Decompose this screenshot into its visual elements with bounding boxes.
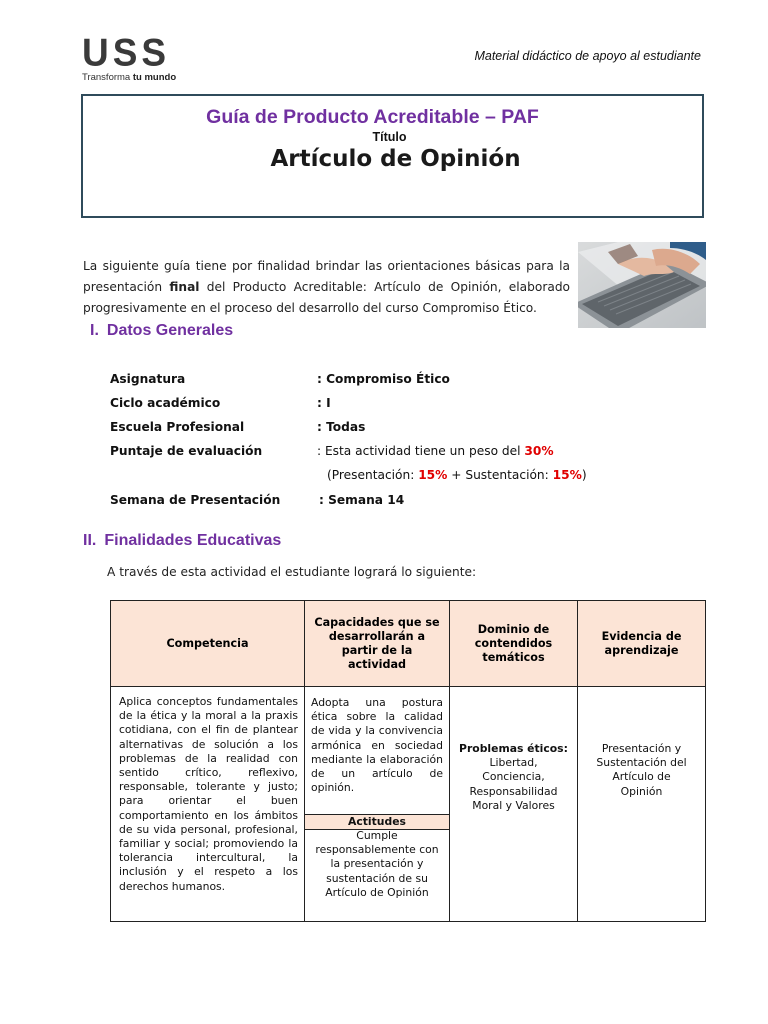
- dominio-items: Libertad, Conciencia, Responsabilidad Moral y Valores: [469, 756, 558, 812]
- intro-paragraph: La siguiente guía tiene por finalidad brindar las orientaciones básicas para la presentación final del Producto Acreditable: Artículo de Opinión, elaborado progresivamente en el proceso del desarrollo del curso Compromiso Ético.: [83, 259, 571, 315]
- dominio-title: Problemas éticos:: [459, 742, 568, 755]
- section-heading-datos-generales: I. Datos Generales: [90, 322, 234, 339]
- weighting-line: : Esta actividad tiene un peso del 30%: [317, 444, 554, 458]
- logo-tagline: Transforma tu mundo: [82, 72, 177, 83]
- title-label: Título: [372, 130, 407, 144]
- competency-table: [110, 600, 706, 922]
- table-header-competencia: Competencia: [111, 601, 305, 687]
- header-note: Material didáctico de apoyo al estudiante: [474, 49, 701, 63]
- guide-title: Guía de Producto Acreditable – PAF: [206, 106, 539, 128]
- capacidades-text: Adopta una postura ética sobre la calidad de vida y la convivencia armónica en sociedad mediante la elaboración de un artículo de opinión.: [311, 696, 443, 795]
- table-header-evidencia: Evidencia de aprendizaje: [578, 601, 705, 687]
- table-cell-dominio: [450, 687, 578, 921]
- table-header-dominio: Dominio de contendidos temáticos: [450, 601, 578, 687]
- table-header-capacidades: Capacidades que se desarrollarán a partir de la actividad: [305, 601, 450, 687]
- table-cell-competencia: Aplica conceptos fundamentales de la ética y la moral a la praxis cotidiana, con el fin de plantear alternativas de solución a los problemas de la realidad con sentido crítico, reflexivo, responsable, tolerante y justo; para orientar el buen comportamiento en los ámbitos de su vida personal, profesional, familiar y social; promoviendo la tolerancia intercultural, la inclusión y el respeto a los derechos humanos.: [111, 687, 305, 921]
- actitudes-text: Cumple responsablemente con la presentación y sustentación de su Artículo de Opinión: [315, 829, 439, 899]
- actitudes-header: Actitudes: [305, 814, 449, 830]
- logo-mark: USS: [82, 30, 171, 74]
- table-cell-capacidades: [305, 687, 450, 921]
- laptop-typing-photo: [578, 242, 706, 328]
- uss-logo: [82, 30, 192, 83]
- title-box: [81, 94, 704, 218]
- section2-intro: A través de esta actividad el estudiante logrará lo siguiente:: [107, 565, 477, 579]
- document-title: Artículo de Opinión: [270, 146, 521, 172]
- section-heading-finalidades: II. Finalidades Educativas: [83, 532, 282, 549]
- table-cell-evidencia: Presentación y Sustentación del Artículo de Opinión: [596, 742, 687, 798]
